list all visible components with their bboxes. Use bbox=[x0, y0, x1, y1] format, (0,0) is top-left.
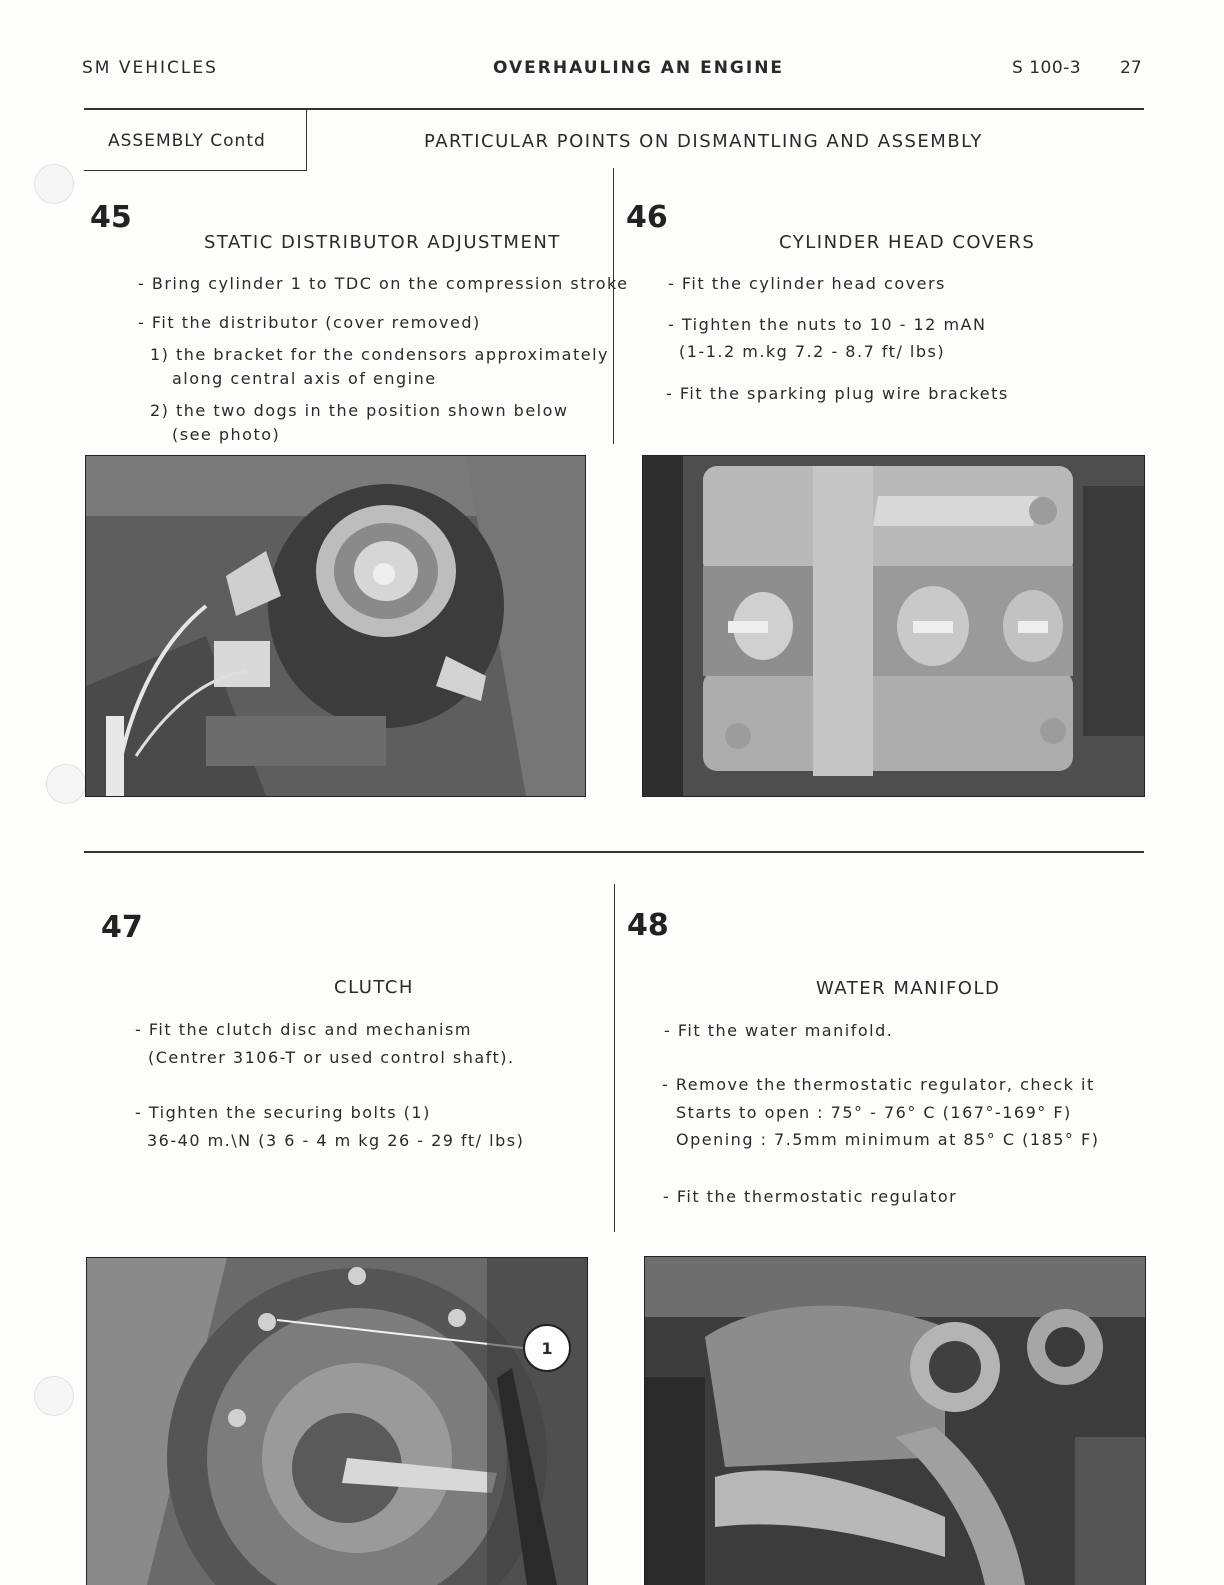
clutch-photo bbox=[86, 1257, 588, 1585]
distributor-photo bbox=[85, 455, 586, 797]
column-divider-top bbox=[613, 168, 614, 444]
page-heading: PARTICULAR POINTS ON DISMANTLING AND ASSEMBLY bbox=[424, 131, 983, 152]
section-47-step-4: 36-40 m.\N (3 6 - 4 m kg 26 - 29 ft/ lbs) bbox=[147, 1131, 525, 1150]
section-48-step-5: - Fit the thermostatic regulator bbox=[663, 1187, 958, 1206]
section-45-step-4: along central axis of engine bbox=[172, 369, 437, 388]
section-46-step-1: - Fit the cylinder head covers bbox=[668, 274, 946, 293]
section-45-step-5: 2) the two dogs in the position shown below bbox=[150, 401, 569, 420]
section-divider-horizontal bbox=[84, 851, 1144, 853]
section-48-number: 48 bbox=[627, 908, 669, 943]
section-46-step-3: (1-1.2 m.kg 7.2 - 8.7 ft/ lbs) bbox=[679, 342, 946, 361]
section-48-step-3: Starts to open : 75° - 76° C (167°-169° F) bbox=[676, 1103, 1072, 1122]
assembly-tab bbox=[84, 110, 307, 171]
section-47-step-3: - Tighten the securing bolts (1) bbox=[135, 1103, 431, 1122]
callout-bolt-1: 1 bbox=[523, 1324, 571, 1372]
section-47-step-2: (Centrer 3106-T or used control shaft). bbox=[148, 1048, 515, 1067]
water-manifold-photo bbox=[644, 1256, 1146, 1585]
section-48-step-1: - Fit the water manifold. bbox=[664, 1021, 894, 1040]
section-45-step-6: (see photo) bbox=[172, 425, 281, 444]
section-45-number: 45 bbox=[90, 200, 132, 235]
column-divider-bottom bbox=[614, 884, 615, 1232]
punch-hole-top bbox=[34, 164, 74, 204]
section-48-step-4: Opening : 7.5mm minimum at 85° C (185° F) bbox=[676, 1130, 1100, 1149]
section-45-step-3: 1) the bracket for the condensors approximately bbox=[150, 345, 609, 364]
section-46-number: 46 bbox=[626, 200, 668, 235]
section-47-number: 47 bbox=[101, 910, 143, 945]
section-47-step-1: - Fit the clutch disc and mechanism bbox=[135, 1020, 472, 1039]
punch-hole-bottom bbox=[34, 1376, 74, 1416]
cylinder-head-covers-photo bbox=[642, 455, 1145, 797]
page-number: 27 bbox=[1120, 58, 1142, 78]
section-46-title: CYLINDER HEAD COVERS bbox=[779, 232, 1036, 253]
section-47-title: CLUTCH bbox=[334, 977, 414, 998]
section-45-step-2: - Fit the distributor (cover removed) bbox=[138, 313, 481, 332]
section-48-step-2: - Remove the thermostatic regulator, check it bbox=[662, 1075, 1095, 1094]
section-46-step-2: - Tighten the nuts to 10 - 12 mAN bbox=[668, 315, 987, 334]
header-title: OVERHAULING AN ENGINE bbox=[493, 58, 785, 78]
header-code: S 100-3 bbox=[1012, 58, 1082, 78]
header-vehicle-label: SM VEHICLES bbox=[82, 58, 218, 78]
section-45-step-1: - Bring cylinder 1 to TDC on the compression stroke bbox=[138, 274, 629, 293]
punch-hole-middle bbox=[46, 764, 86, 804]
section-45-title: STATIC DISTRIBUTOR ADJUSTMENT bbox=[204, 232, 561, 253]
assembly-tab-label: ASSEMBLY Contd bbox=[108, 131, 266, 151]
section-46-step-4: - Fit the sparking plug wire brackets bbox=[666, 384, 1009, 403]
section-48-title: WATER MANIFOLD bbox=[816, 978, 1001, 999]
